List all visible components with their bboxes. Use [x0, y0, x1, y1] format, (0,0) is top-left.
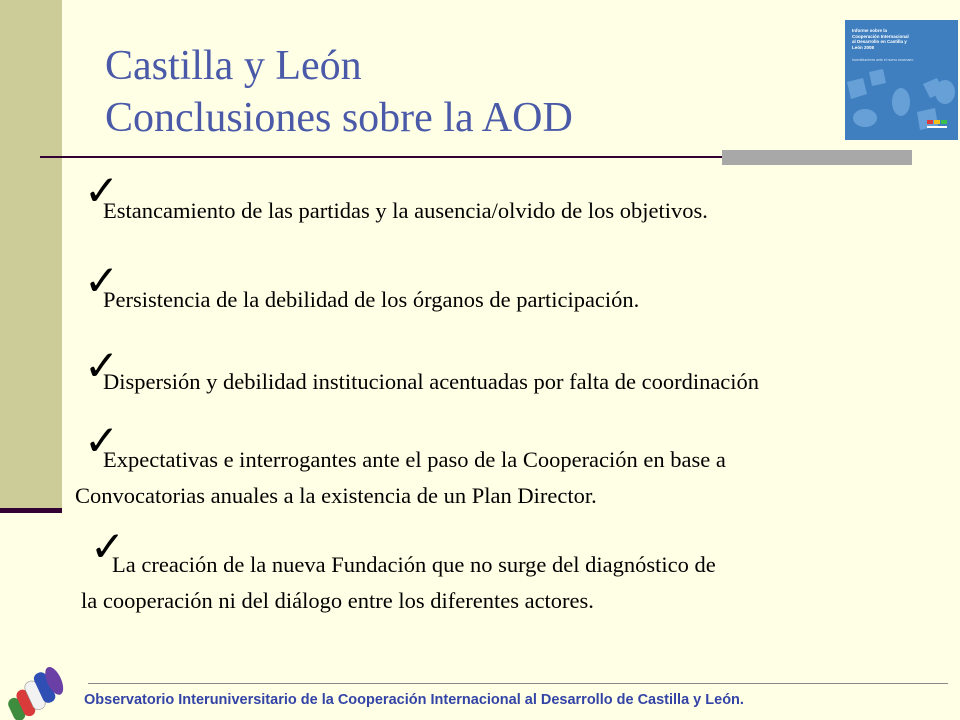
- list-item: [103, 284, 639, 315]
- title-line-1: Castilla y León: [105, 43, 362, 89]
- observatory-logo-icon: [0, 666, 80, 720]
- checkmark-icon: ✓: [84, 166, 120, 215]
- list-item-continuation: [75, 480, 597, 511]
- list-item-line: la cooperación ni del diálogo entre los diferentes actores.: [81, 588, 594, 613]
- list-item: [103, 195, 708, 226]
- list-item: [103, 366, 759, 397]
- report-cover-title: Informe sobre la Cooperación Internacional al Desarrollo en Castilla y León 2008: [852, 28, 909, 50]
- list-item-line: Expectativas e interrogantes ante el paso de la Cooperación en base a: [103, 447, 726, 472]
- footer-divider: [88, 683, 948, 684]
- list-item-continuation: [81, 585, 594, 616]
- checkmark-icon: ✓: [84, 256, 120, 305]
- title-line-2: Conclusiones sobre la AOD: [105, 95, 573, 141]
- checkmark-icon: ✓: [84, 341, 120, 390]
- checkmark-icon: ✓: [90, 522, 126, 571]
- list-item-line: La creación de la nueva Fundación que no surge del diagnóstico de: [112, 552, 716, 577]
- list-item: [103, 444, 726, 475]
- list-item-line: Persistencia de la debilidad de los órganos de participación.: [103, 287, 640, 312]
- list-item-line: Dispersión y debilidad institucional acentuadas por falta de coordinación: [103, 369, 760, 394]
- footer-text: Observatorio Interuniversitario de la Cooperación Internacional al Desarrollo de Castilla y León.: [84, 692, 744, 708]
- list-item: [112, 549, 716, 580]
- list-item-line: Convocatorias anuales a la existencia de un Plan Director.: [75, 483, 597, 508]
- report-cover-subtitle: Incertidumbres ante el nuevo escenario: [852, 58, 914, 62]
- checkmark-icon: ✓: [84, 416, 120, 465]
- list-item-line: Estancamiento de las partidas y la ausencia/olvido de los objetivos.: [103, 198, 708, 223]
